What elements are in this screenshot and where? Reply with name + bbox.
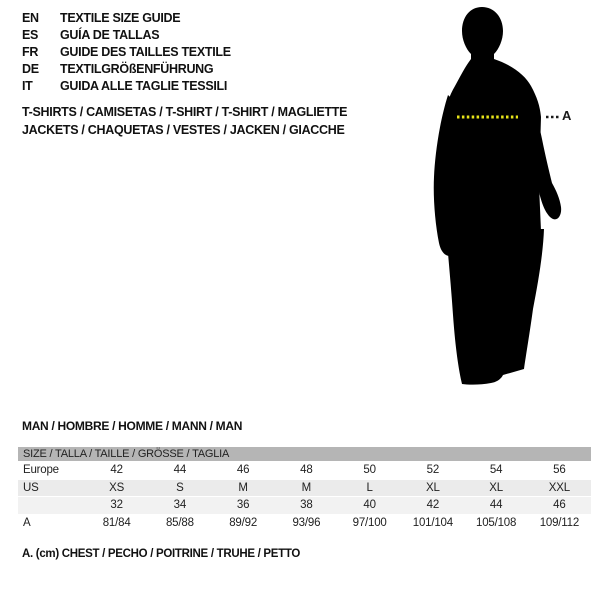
table-cell: 42 xyxy=(426,499,440,512)
table-row-us xyxy=(18,479,591,497)
category-tshirts: T-SHIRTS / CAMISETAS / T-SHIRT / T-SHIRT / MAGLIETTE xyxy=(22,105,348,119)
table-cell: 32 xyxy=(110,499,123,512)
table-cell: 50 xyxy=(363,464,376,477)
table-cell: 56 xyxy=(553,464,566,477)
size-table xyxy=(18,447,591,531)
size-table-header: SIZE / TALLA / TAILLE / GRÖSSE / TAGLIA xyxy=(18,447,591,461)
table-cell: XL xyxy=(426,481,440,494)
language-row-fr xyxy=(22,43,231,60)
silhouette-head xyxy=(462,7,503,62)
language-label: TEXTILGRÖßENFÜHRUNG xyxy=(60,61,214,76)
category-jackets: JACKETS / CHAQUETAS / VESTES / JACKEN / GIACCHE xyxy=(22,123,345,137)
table-cell: 46 xyxy=(553,499,566,512)
row-label: Europe xyxy=(23,464,59,477)
language-list xyxy=(22,9,231,94)
garment-categories xyxy=(22,105,347,141)
language-row-de xyxy=(22,60,231,77)
table-cell: 46 xyxy=(236,464,250,477)
language-code: FR xyxy=(22,44,39,59)
language-label: TEXTILE SIZE GUIDE xyxy=(60,10,181,25)
language-label: GUÍA DE TALLAS xyxy=(60,27,160,42)
measurement-footnote: A. (cm) CHEST / PECHO / POITRINE / TRUHE / PETTO xyxy=(22,548,301,560)
table-cell: 93/96 xyxy=(292,516,321,529)
table-cell: 109/112 xyxy=(539,516,580,529)
language-label: GUIDE DES TAILLES TEXTILE xyxy=(60,44,231,59)
table-cell: S xyxy=(176,481,184,494)
table-cell: 85/88 xyxy=(165,516,194,529)
language-row-es xyxy=(22,26,231,43)
man-silhouette-illustration xyxy=(425,5,585,395)
table-cell: 42 xyxy=(110,464,123,477)
table-cell: 34 xyxy=(173,499,187,512)
section-title-man: MAN / HOMBRE / HOMME / MANN / MAN xyxy=(22,419,243,433)
table-cell: 81/84 xyxy=(102,516,131,529)
language-row-it xyxy=(22,77,231,94)
language-code: ES xyxy=(22,27,39,42)
table-cell: XXL xyxy=(548,481,570,494)
table-cell: XS xyxy=(109,481,125,494)
table-cell: 101/104 xyxy=(412,516,453,529)
table-cell: XL xyxy=(489,481,503,494)
table-cell: 36 xyxy=(236,499,250,512)
table-cell: 105/108 xyxy=(476,516,517,529)
language-code: EN xyxy=(22,10,39,25)
table-cell: 54 xyxy=(489,464,503,477)
measurement-label-a: A xyxy=(562,108,572,123)
language-code: IT xyxy=(22,78,33,93)
table-cell: L xyxy=(366,481,373,494)
table-cell: 52 xyxy=(426,464,440,477)
language-label: GUIDA ALLE TAGLIE TESSILI xyxy=(60,78,228,93)
table-cell: M xyxy=(238,481,248,494)
table-cell: 44 xyxy=(489,499,503,512)
language-row-en xyxy=(22,9,231,26)
language-code: DE xyxy=(22,61,39,76)
table-cell: 44 xyxy=(173,464,187,477)
table-cell: 40 xyxy=(363,499,376,512)
table-cell: M xyxy=(301,481,312,494)
table-cell: 97/100 xyxy=(352,516,387,529)
table-row-europe xyxy=(18,461,591,479)
figure-area xyxy=(425,5,585,395)
row-label: US xyxy=(23,481,39,494)
table-cell: 89/92 xyxy=(229,516,258,529)
table-row-chest-a xyxy=(18,514,591,532)
table-cell: 48 xyxy=(300,464,313,477)
row-label: A xyxy=(23,516,31,529)
silhouette-legs xyxy=(446,229,544,385)
silhouette-torso xyxy=(445,59,541,231)
table-row-numeric xyxy=(18,496,591,514)
table-cell: 38 xyxy=(300,499,313,512)
